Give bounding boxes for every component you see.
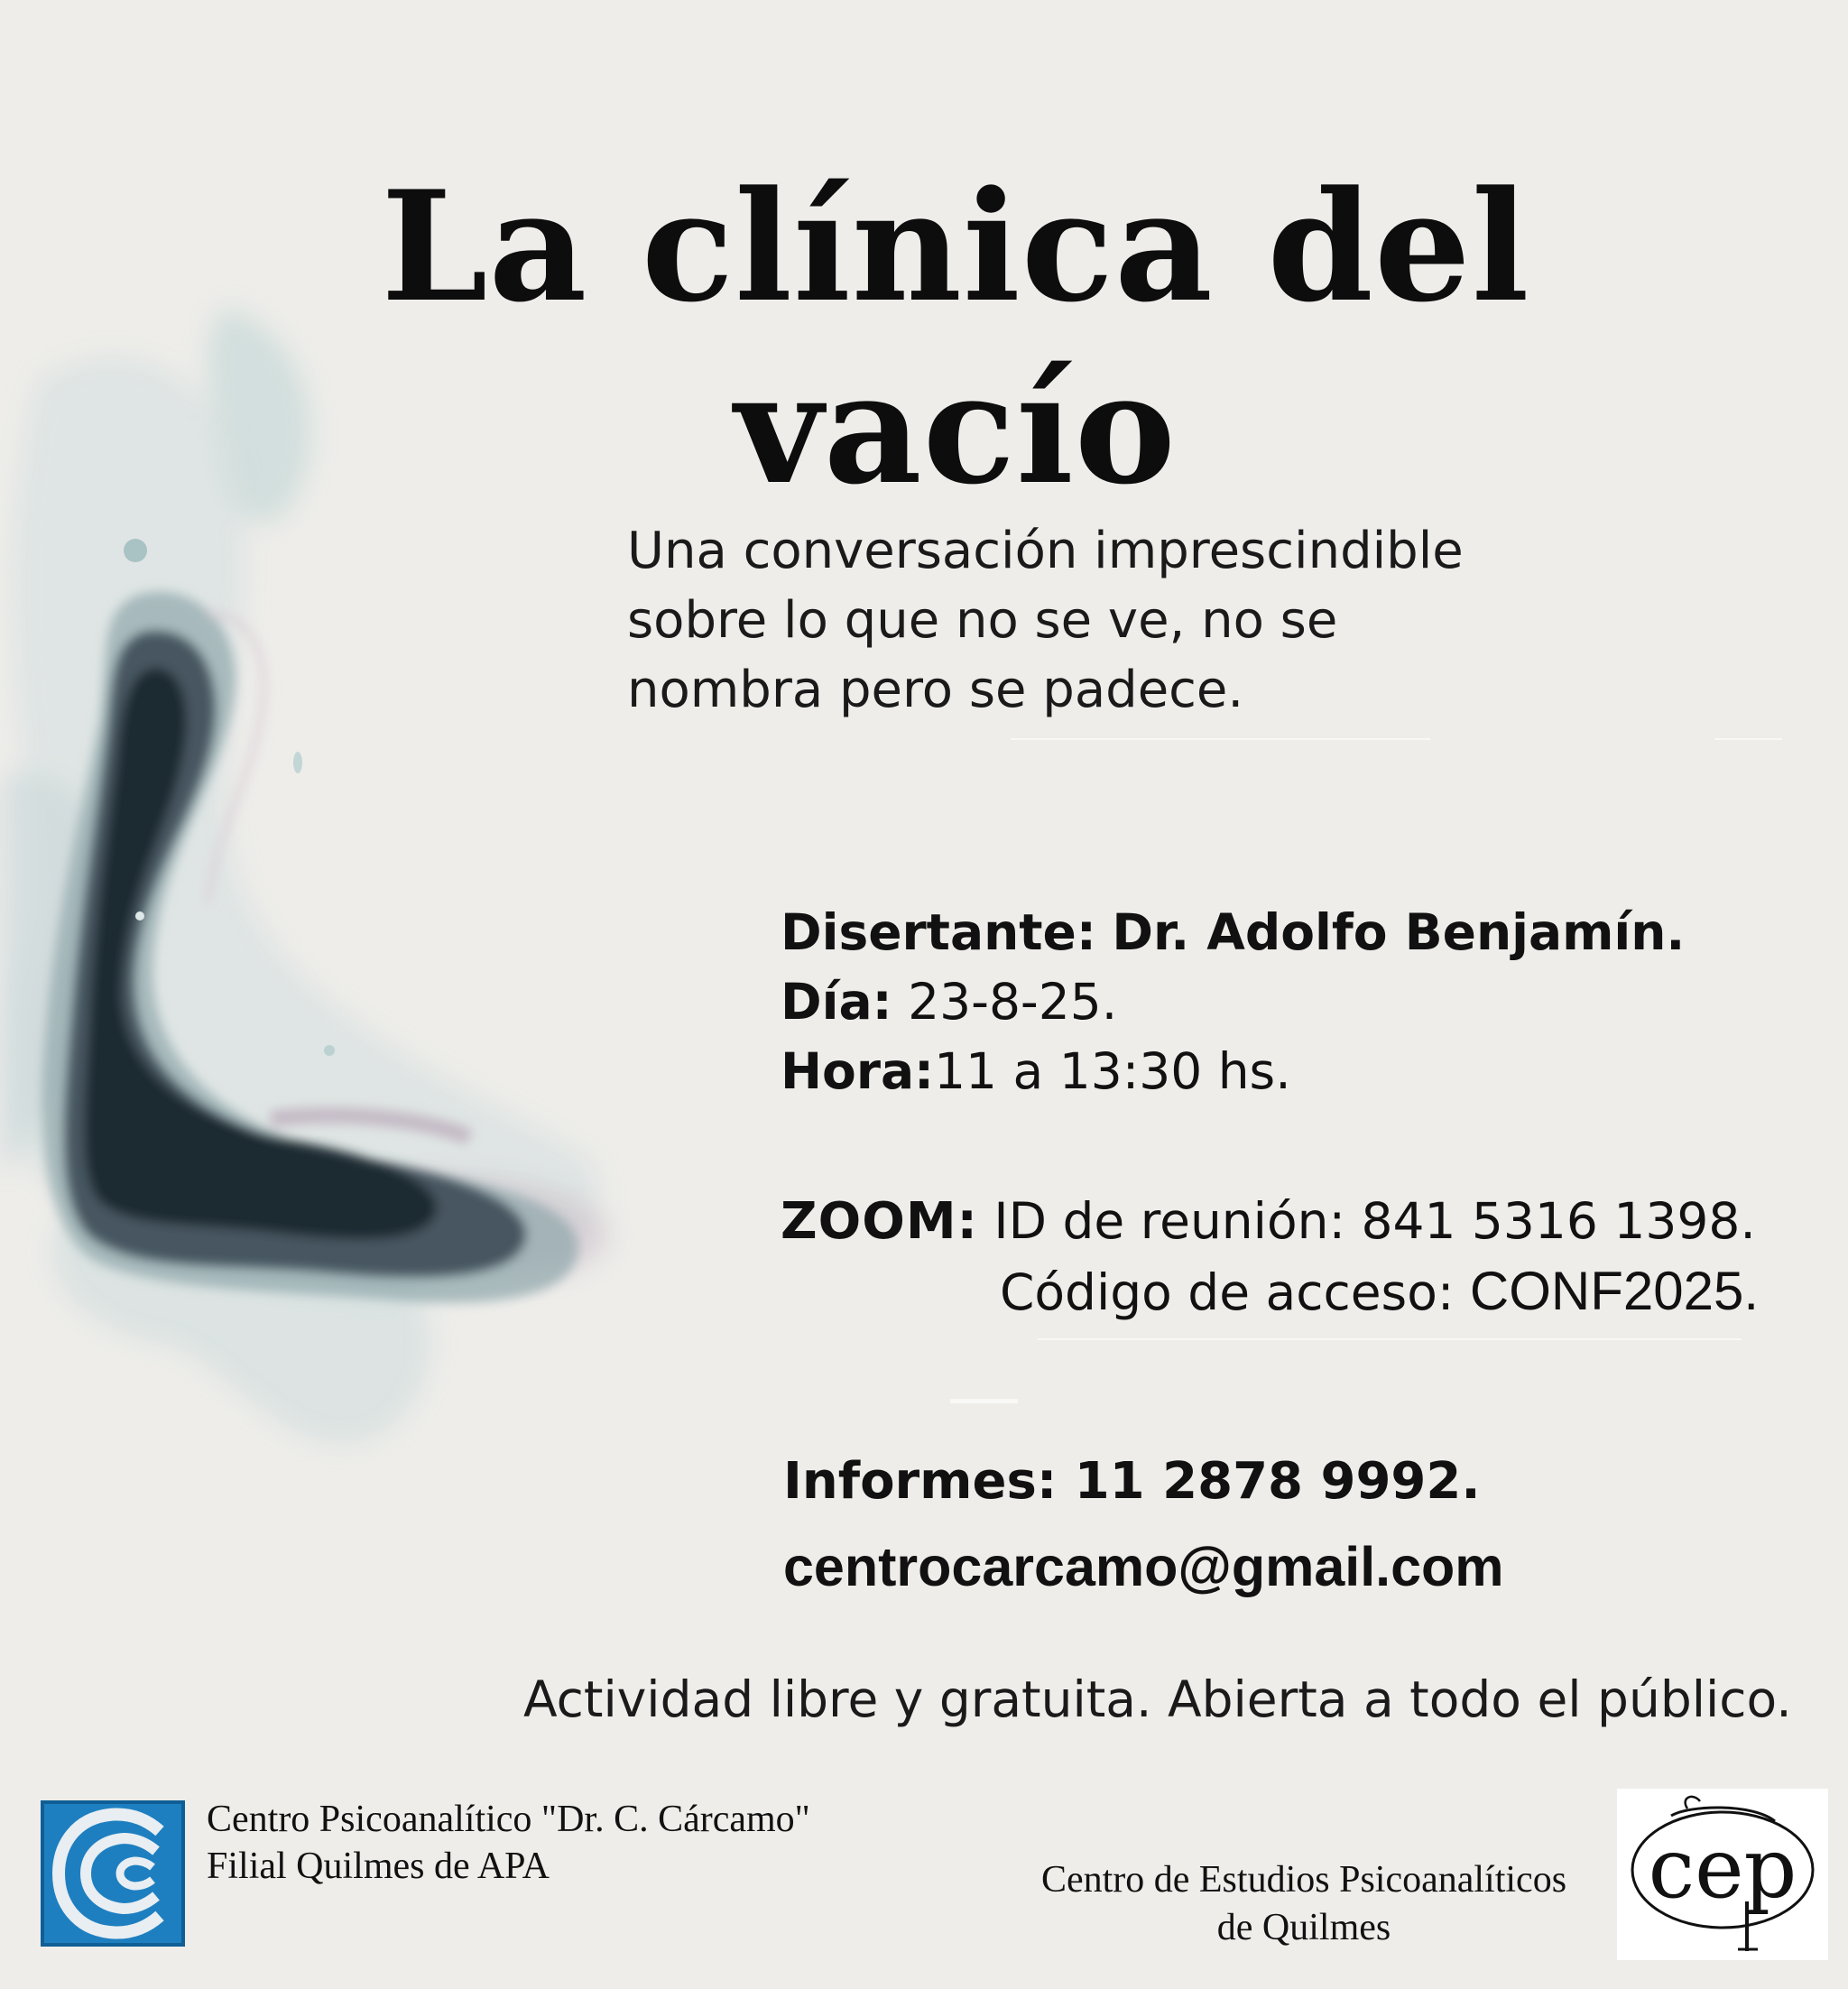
zoom-info <box>781 1187 1818 1328</box>
day-row <box>781 967 1818 1037</box>
free-activity-note: Actividad libre y gratuita. Abierta a todo el público. <box>523 1670 1792 1728</box>
time-row <box>781 1037 1818 1106</box>
zoom-access-row <box>781 1256 1818 1328</box>
subtitle-line-1: Una conversación imprescindible <box>627 522 1464 580</box>
ccc-logo <box>41 1800 185 1947</box>
org-right-line-2: de Quilmes <box>1216 1907 1391 1948</box>
subtitle-line-2: sobre lo que no se ve, no se <box>627 591 1338 650</box>
title-line-1: La clínica del <box>381 157 1530 336</box>
day-label: Día: <box>781 973 892 1031</box>
cep-logo <box>1617 1789 1828 1960</box>
zoom-access-label: Código de acceso: <box>1000 1263 1455 1321</box>
org-left-line-2: Filial Quilmes de APA <box>207 1846 550 1887</box>
subtitle-line-3: nombra pero se padece. <box>627 661 1244 719</box>
contact-email[interactable]: centrocarcamo@gmail.com <box>783 1536 1504 1597</box>
cep-logo-letters: cep <box>1648 1820 1797 1917</box>
contact-phone: Informes: 11 2878 9992. <box>783 1452 1481 1511</box>
divider-line <box>1011 738 1430 740</box>
zoom-label: ZOOM: <box>781 1192 978 1251</box>
subtitle <box>627 516 1620 725</box>
org-right-line-1: Centro de Estudios Psicoanalíticos <box>1040 1859 1567 1901</box>
page-title <box>0 153 1848 522</box>
ccc-logo-icon <box>44 1804 181 1943</box>
org-left-line-1: Centro Psicoanalítico "Dr. C. Cárcamo" <box>207 1799 810 1840</box>
time-value: 11 a 13:30 hs. <box>934 1042 1291 1100</box>
org-left-name <box>207 1796 929 1890</box>
divider-line <box>950 1399 1018 1403</box>
speaker-label: Disertante: <box>781 903 1096 961</box>
divider-line <box>1038 1338 1742 1340</box>
title-line-2: vacío <box>735 339 1177 518</box>
cep-logo-icon <box>1617 1789 1828 1960</box>
event-details <box>781 898 1818 1106</box>
divider-line <box>1714 738 1782 740</box>
org-right-name <box>988 1856 1620 1952</box>
day-value: 23-8-25. <box>908 973 1118 1031</box>
zoom-access-code: CONF2025. <box>1469 1261 1760 1321</box>
time-label: Hora: <box>781 1042 935 1100</box>
contact-info <box>783 1439 1821 1609</box>
zoom-meeting-id: ID de reunión: 841 5316 1398. <box>993 1192 1756 1250</box>
speaker-name: Dr. Adolfo Benjamín. <box>1112 903 1686 961</box>
speaker-row <box>781 898 1818 967</box>
